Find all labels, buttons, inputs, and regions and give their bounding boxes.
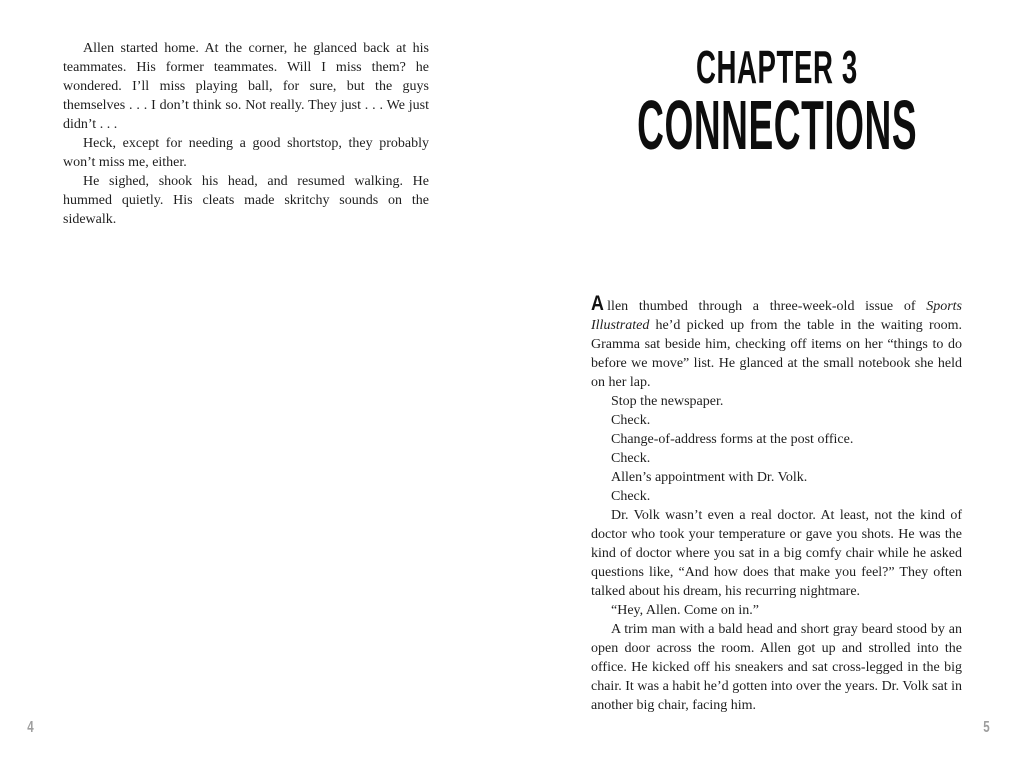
chapter-title: CONNECTIONS — [637, 86, 917, 164]
page-number-right: 5 — [983, 719, 990, 736]
paragraph: “Hey, Allen. Come on in.” — [611, 603, 760, 618]
opening-paragraph — [591, 293, 962, 392]
right-page-text — [591, 293, 962, 715]
paragraph: Dr. Volk wasn’t even a real doctor. At least, not the kind of doctor who took your temperature or gave you shots. He was the kind of doctor where you sat in a big comfy chair while he asked questions like, “And how does that make you feel?” They often talked about his dream, his recurring nightmare. — [591, 508, 962, 599]
checklist-line: Stop the newspaper. — [611, 394, 724, 409]
paragraph: Allen started home. At the corner, he glanced back at his teammates. His former teammates. Will I miss them? he wondered. I’ll miss playing ball, for sure, but the guys themselves . . . I don’t think so. Not really. They just . . . We just didn’t . . . — [63, 41, 429, 132]
drop-cap: A — [591, 292, 604, 315]
checklist-line: Allen’s appointment with Dr. Volk. — [611, 470, 808, 485]
paragraph: Heck, except for needing a good shortstop, they probably won’t miss me, either. — [63, 136, 429, 170]
chapter-heading — [591, 41, 963, 164]
chapter-number: CHAPTER 3 — [696, 41, 858, 93]
paragraph: A trim man with a bald head and short gray beard stood by an open door across the room. Allen got up and strolled into the office. He kicked off his sneakers and sat cross-legged in the big chair. It was a habit he’d gotten into over the years. Dr. Volk sat in another big chair, facing him. — [591, 622, 962, 713]
magazine-title-italic: Sports Illustrated — [591, 299, 962, 333]
checklist-line: Check. — [611, 413, 651, 428]
left-page-text — [63, 39, 429, 229]
checklist-line: Change-of-address forms at the post office. — [611, 432, 854, 447]
checklist-line: Check. — [611, 489, 651, 504]
page-number-left: 4 — [27, 719, 34, 736]
paragraph: He sighed, shook his head, and resumed walking. He hummed quietly. His cleats made skritchy sounds on the sidewalk. — [63, 174, 429, 227]
opening-text-before-italic: llen thumbed through a three-week-old issue of — [607, 299, 927, 314]
opening-text-after-italic: he’d picked up from the table in the waiting room. Gramma sat beside him, checking off items on her “things to do before we move” list. He glanced at the small notebook she held on her lap. — [591, 318, 962, 390]
checklist-line: Check. — [611, 451, 651, 466]
